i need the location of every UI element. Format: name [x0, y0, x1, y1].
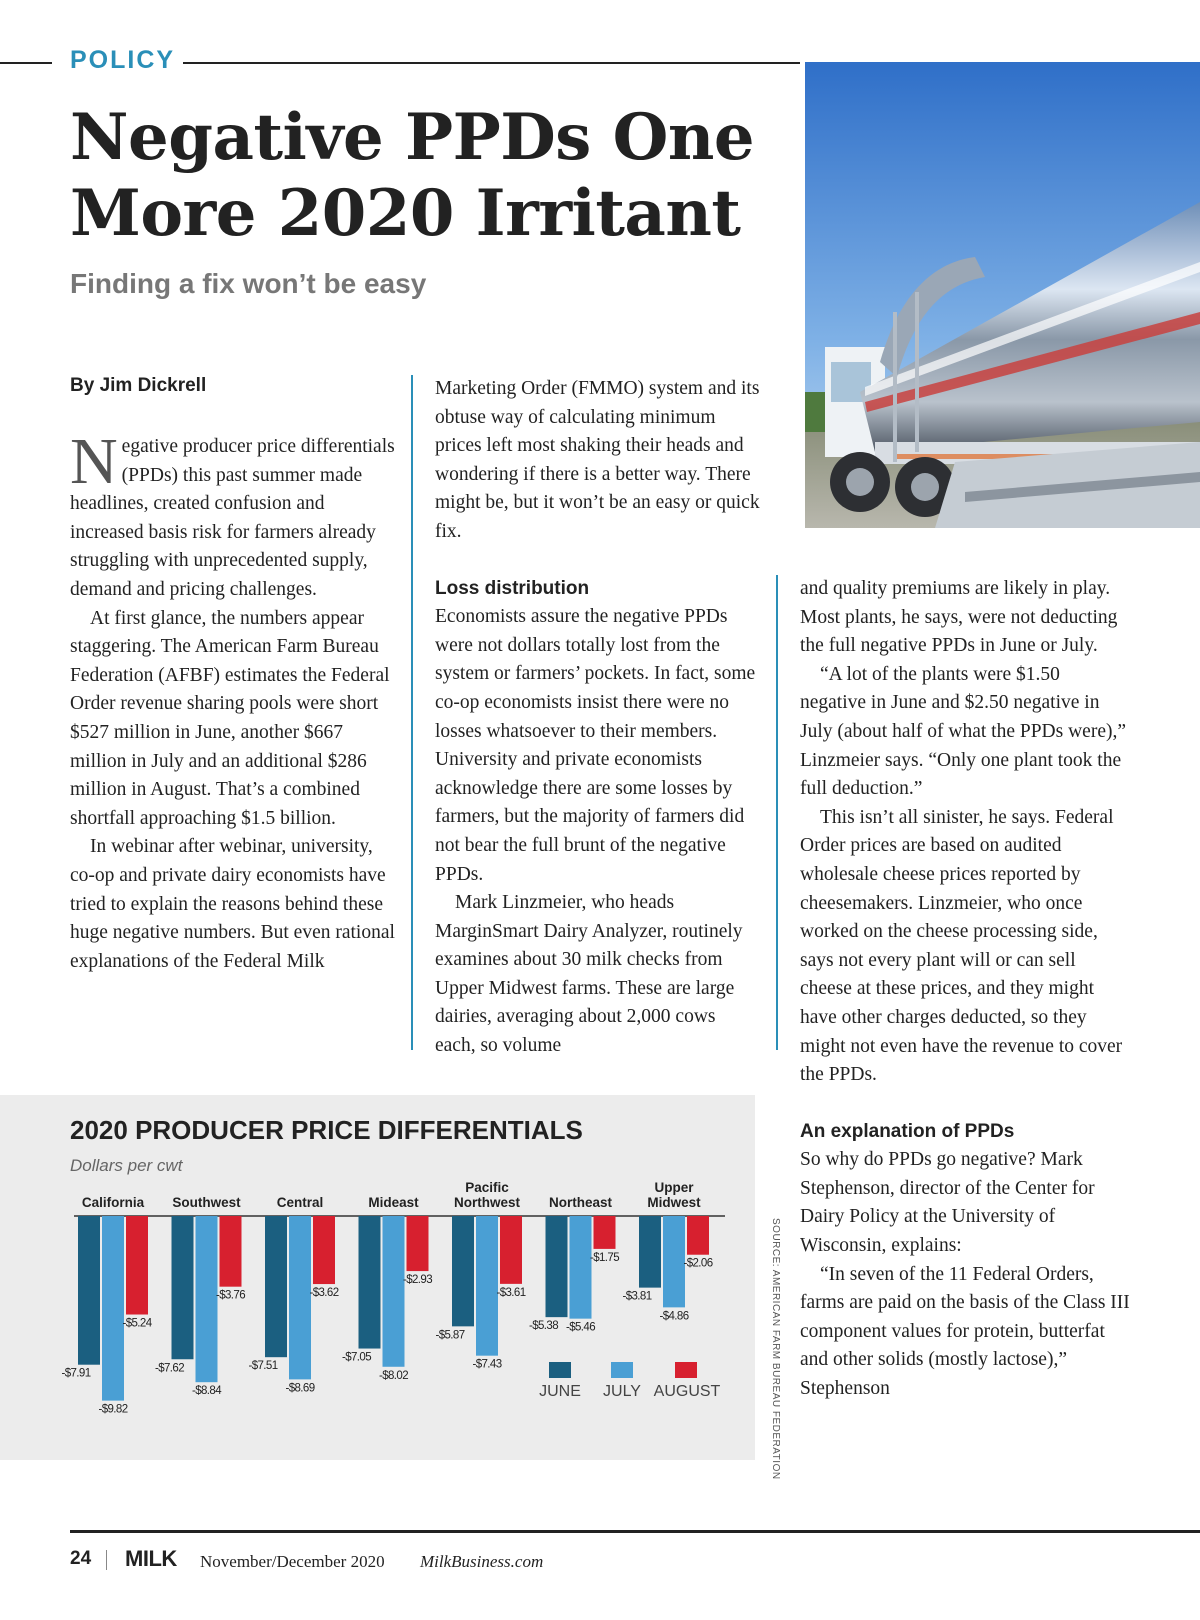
bar-august — [220, 1216, 242, 1287]
category-label: Southwest — [172, 1195, 241, 1210]
bar-august — [407, 1216, 429, 1271]
tanker-truck-photo — [805, 62, 1200, 528]
bar-july — [570, 1216, 592, 1319]
bar-june — [452, 1216, 474, 1326]
page-number: 24 — [70, 1548, 92, 1569]
subsection-heading: An explanation of PPDs — [800, 1120, 1015, 1142]
subsection-heading: Loss distribution — [435, 577, 590, 599]
chart-subtitle: Dollars per cwt — [70, 1156, 183, 1175]
issue-date: November/December 2020 — [200, 1552, 385, 1571]
column-divider — [776, 575, 778, 1050]
paragraph: “In seven of the 11 Federal Orders, farms are paid on the basis of the Class III component values for protein, butterfat and other solids (mostly lactose),” Stephenson — [800, 1263, 1130, 1400]
bar-august — [313, 1216, 335, 1284]
bar-july — [102, 1216, 124, 1401]
category-label: Northwest — [453, 1195, 521, 1210]
section-label: POLICY — [70, 46, 176, 74]
article-column-3 — [800, 575, 1130, 1404]
bar-july — [289, 1216, 311, 1379]
value-label: -$2.06 — [683, 1257, 713, 1270]
column-divider — [411, 375, 413, 1050]
value-label: -$3.76 — [215, 1289, 246, 1302]
category-label: Pacific — [465, 1180, 509, 1195]
bar-june — [265, 1216, 287, 1357]
legend-label-july: JULY — [603, 1383, 641, 1400]
value-label: -$3.61 — [496, 1286, 526, 1299]
value-label: -$9.82 — [98, 1403, 128, 1416]
headline — [70, 100, 790, 252]
legend-swatch-august — [675, 1362, 697, 1378]
legend-swatch-july — [611, 1362, 633, 1378]
magazine-logo: MILK — [125, 1546, 177, 1571]
byline: By Jim Dickrell — [70, 375, 207, 396]
value-label: -$5.24 — [122, 1317, 152, 1330]
paragraph: This isn’t all sinister, he says. Federal Order prices are based on audited wholesale cheese prices reported by cheesemakers. Linzmeier, who once worked on the cheese processing side, says not every plant will or can sell cheese at these prices, and they might have other charges deducted, so they might not even have the revenue to cover the PPDs. — [800, 806, 1123, 1086]
bar-june — [639, 1216, 661, 1288]
bar-june — [546, 1216, 568, 1317]
chart-title: 2020 PRODUCER PRICE DIFFERENTIALS — [70, 1115, 583, 1145]
paragraph: “A lot of the plants were $1.50 negative in June and $2.50 negative in July (about half of what the PPDs were),” Linzmeier says. “Only one plant took the full deduction.” — [800, 663, 1127, 800]
value-label: -$5.87 — [435, 1329, 465, 1342]
bar-june — [172, 1216, 194, 1359]
legend-label-june: JUNE — [539, 1383, 581, 1400]
value-label: -$8.02 — [378, 1369, 409, 1382]
bar-august — [500, 1216, 522, 1284]
value-label: -$7.51 — [248, 1360, 278, 1373]
legend-swatch-june — [549, 1362, 571, 1378]
category-label: Central — [276, 1195, 324, 1210]
value-label: -$7.43 — [472, 1358, 502, 1371]
paragraph: In webinar after webinar, university, co-op and private dairy economists have tried to explain the reasons behind these huge negative numbers. But even rational explanations of the Federal Milk — [70, 836, 395, 972]
paragraph: Economists assure the negative PPDs were not dollars totally lost from the system or farmers’ pockets. In fact, some co-op economists insist there were no losses whatsoever to their members. University and private economists acknowledge there are some losses by farmers, but the majority of farmers did not bear the full brunt of the negative PPDs. — [435, 606, 756, 885]
bar-august — [126, 1216, 148, 1315]
category-label: California — [81, 1195, 145, 1210]
section-rule-right — [183, 62, 800, 64]
paragraph: Marketing Order (FMMO) system and its obtuse way of calculating minimum prices left most shaking their heads and wondering if there is a better way. There might be, but it won’t be an easy or quick fix. — [435, 378, 760, 542]
footer-rule — [70, 1530, 1200, 1533]
paragraph: So why do PPDs go negative? Mark Stephenson, director of the Center for Dairy Policy at the University of Wisconsin, explains: — [800, 1149, 1095, 1257]
paragraph — [70, 425, 395, 605]
value-label: -$8.84 — [191, 1385, 222, 1398]
value-label: -$3.81 — [622, 1290, 652, 1303]
legend-label-august: AUGUST — [653, 1383, 721, 1400]
value-label: -$4.86 — [659, 1310, 689, 1323]
paragraph: At first glance, the numbers appear staggering. The American Farm Bureau Federation (AFBF) estimates the Federal Order revenue sharing pools were short $527 million in June, another $667 million in July and an additional $286 million in August. That’s a combined shortfall approaching $1.5 billion. — [70, 607, 390, 829]
category-label: Northeast — [548, 1195, 613, 1210]
paragraph-text: egative producer price differentials (PPDs) this past summer made headlines, created confusion and increased basis risk for farmers already struggling with unprecedented supply, demand and pricing challenges. — [70, 436, 395, 600]
value-label: -$5.38 — [528, 1320, 559, 1333]
value-label: -$8.69 — [285, 1382, 315, 1395]
headline-line-2: More 2020 Irritant — [70, 176, 741, 251]
paragraph: Mark Linzmeier, who heads MarginSmart Dairy Analyzer, routinely examines about 30 milk checks from Upper Midwest farms. These are large dairies, averaging about 2,000 cows each, so volume — [435, 892, 743, 1057]
bar-june — [78, 1216, 100, 1365]
value-label: -$2.93 — [402, 1274, 433, 1287]
bar-august — [594, 1216, 616, 1249]
category-label: Mideast — [368, 1195, 419, 1210]
bar-july — [476, 1216, 498, 1356]
paragraph: and quality premiums are likely in play. Most plants, he says, were not deducting the full negative PPDs in June or July. — [800, 578, 1118, 657]
footer-separator — [106, 1550, 107, 1570]
website: MilkBusiness.com — [420, 1552, 544, 1571]
value-label: -$7.91 — [61, 1367, 91, 1380]
bar-july — [383, 1216, 405, 1367]
spacer — [435, 547, 760, 575]
bar-july — [196, 1216, 218, 1382]
subhead: Finding a fix won’t be easy — [70, 268, 427, 299]
section-rule-left — [0, 62, 52, 64]
chart-source: SOURCE: AMERICAN FARM BUREAU FEDERATION — [770, 1218, 781, 1480]
ppd-bar-chart — [0, 1180, 755, 1450]
headline-line-1: Negative PPDs One — [70, 100, 755, 175]
bar-july — [663, 1216, 685, 1307]
value-label: -$7.62 — [154, 1362, 185, 1375]
value-label: -$1.75 — [589, 1251, 620, 1264]
category-label: Midwest — [647, 1195, 701, 1210]
value-label: -$3.62 — [309, 1287, 339, 1300]
bar-june — [359, 1216, 381, 1349]
value-label: -$7.05 — [341, 1351, 372, 1364]
article-column-1 — [70, 425, 395, 976]
category-label: Upper — [654, 1180, 694, 1195]
drop-cap: N — [70, 425, 118, 498]
spacer — [800, 1090, 1130, 1118]
bar-august — [687, 1216, 709, 1255]
article-column-2 — [435, 375, 760, 1061]
value-label: -$5.46 — [565, 1321, 596, 1334]
